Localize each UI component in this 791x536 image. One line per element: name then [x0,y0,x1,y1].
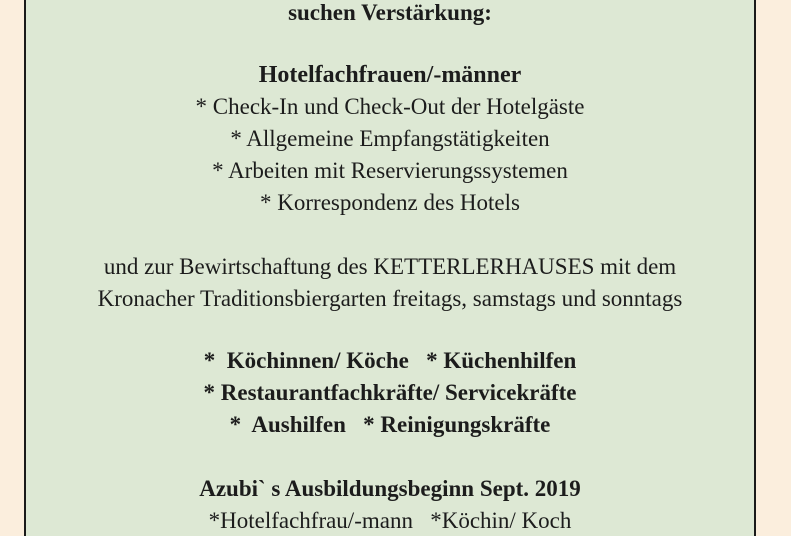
duty-item: * Check-In und Check-Out der Hotelgäste [195,94,585,119]
intro-line: und zur Bewirtschaftung des KETTERLERHAUSES mit dem [103,254,677,279]
position-line: * Restaurantfachkräfte/ Servicekräfte [203,380,577,405]
section-title-hotel: Hotelfachfrauen/-männer [258,62,522,88]
ad-subtitle: suchen Verstärkung: [288,0,492,25]
position-line: * Aushilfen * Reinigungskräfte [229,412,551,437]
duty-item: * Allgemeine Empfangstätigkeiten [230,126,550,151]
duty-item: * Arbeiten mit Reservierungssystemen [212,158,568,183]
azubi-positions: *Hotelfachfrau/-mann *Köchin/ Koch [208,508,572,533]
intro-line: Kronacher Traditionsbiergarten freitags, samstags und sonntags [97,286,683,311]
position-line: * Köchinnen/ Köche * Küchenhilfen [203,348,577,373]
azubi-title: Azubi` s Ausbildungsbeginn Sept. 2019 [199,476,581,501]
job-ad-panel [24,0,756,536]
duty-item: * Korrespondenz des Hotels [260,190,520,215]
